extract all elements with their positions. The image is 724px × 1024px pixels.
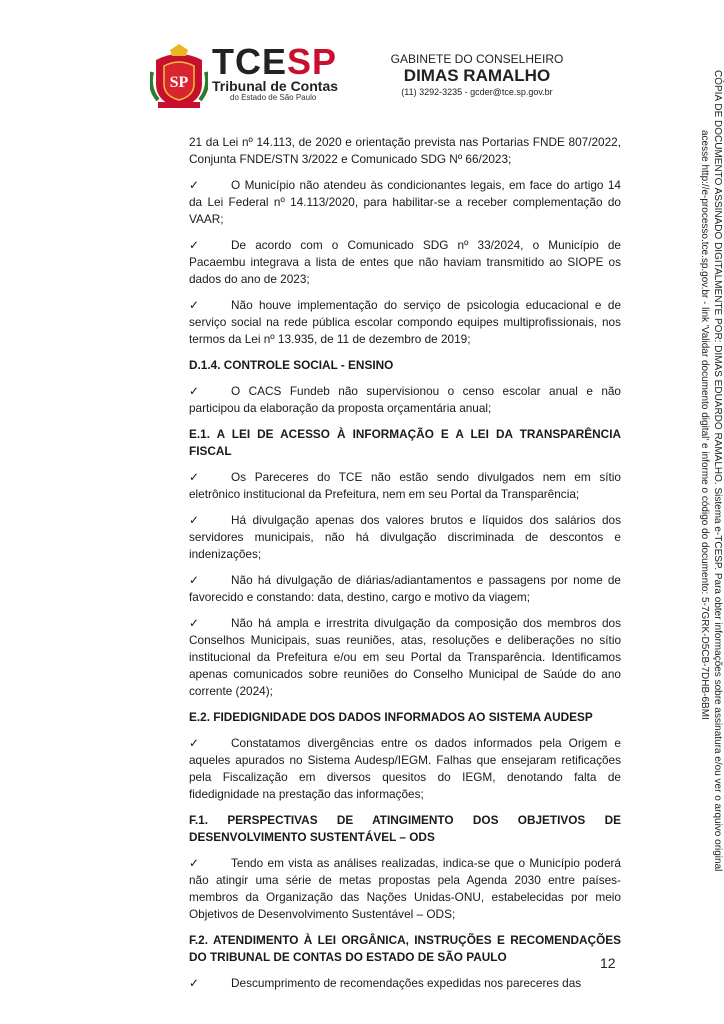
office-contact: (11) 3292-3235 - gcder@tce.sp.gov.br: [401, 87, 553, 97]
check-icon: ✓: [189, 238, 199, 252]
page-number: 12: [600, 955, 616, 971]
paragraph: ✓ Constatamos divergências entre os dados informados pela Origem e aqueles apurados no Sistema Audesp/IEGM. Falhas que ensejaram retificações pela Fiscalização em diversos quesitos do IEGM, denotando falta de fidedignidade na prestação das informações;: [189, 736, 621, 801]
section-heading: F.1. PERSPECTIVAS DE ATINGIMENTO DOS OBJETIVOS DE DESENVOLVIMENTO SUSTENTÁVEL – ODS: [189, 813, 621, 844]
logo-subtitle: Tribunal de Contas: [212, 78, 339, 94]
councillor-name: DIMAS RAMALHO: [403, 66, 551, 85]
paragraph: ✓ Descumprimento de recomendações expedidas nos pareceres das: [189, 976, 582, 990]
check-icon: ✓: [189, 616, 199, 630]
logo-subtitle-2: do Estado de São Paulo: [230, 93, 317, 102]
check-icon: ✓: [189, 470, 199, 484]
check-icon: ✓: [189, 178, 199, 192]
check-icon: ✓: [189, 856, 199, 870]
section-heading: E.1. A LEI DE ACESSO À INFORMAÇÃO E A LEI DA TRANSPARÊNCIA FISCAL: [189, 427, 621, 458]
signature-line-1: CÓPIA DE DOCUMENTO ASSINADO DIGITALMENTE POR: DIMAS EDUARDO RAMALHO. Sistema e-TCESP. Para obter informações sobre assinatura e/ou ver o arquivo original: [712, 70, 723, 872]
check-icon: ✓: [189, 573, 199, 587]
page-header: [0, 0, 724, 120]
paragraph: ✓ Não há divulgação de diárias/adiantamentos e passagens por nome de favorecido e constando: data, destino, cargo e motivo da viagem;: [189, 573, 621, 604]
paragraph: ✓ Os Pareceres do TCE não estão sendo divulgados nem em sítio eletrônico institucional da Prefeitura, nem em seu Portal da Transparência;: [189, 470, 621, 501]
digital-signature-notice: [690, 70, 724, 950]
check-icon: ✓: [189, 298, 199, 312]
paragraph: ✓ Há divulgação apenas dos valores brutos e líquidos dos salários dos servidores municipais, não há divulgação discriminada de descontos e indenizações;: [189, 513, 621, 561]
section-heading: E.2. FIDEDIGNIDADE DOS DADOS INFORMADOS AO SISTEMA AUDESP: [189, 710, 593, 724]
paragraph: ✓ Tendo em vista as análises realizadas, indica-se que o Município poderá não atingir uma série de metas propostas pela Agenda 2030 entre países-membros da Organização das Nações Unidas-ONU, estabelecidas por meio Objetivos de Desenvolvimento Sustentável – ODS;: [189, 856, 621, 921]
sao-paulo-coat-of-arms-icon: [150, 44, 208, 110]
paragraph: ✓ Não houve implementação do serviço de psicologia educacional e de serviço social na rede pública escolar compondo equipes multiprofissionais, nos termos da Lei nº 13.935, de 11 de dezembro de 2019;: [189, 298, 621, 346]
section-heading: F.2. ATENDIMENTO À LEI ORGÂNICA, INSTRUÇÕES E RECOMENDAÇÕES DO TRIBUNAL DE CONTAS DO ESTADO DE SÃO PAULO: [189, 933, 621, 964]
check-icon: ✓: [189, 736, 199, 750]
section-heading: D.1.4. CONTROLE SOCIAL - ENSINO: [189, 358, 394, 372]
svg-text:SP: SP: [169, 74, 189, 91]
paragraph: 21 da Lei nº 14.113, de 2020 e orientação prevista nas Portarias FNDE 807/2022, Conjunta FNDE/STN 3/2022 e Comunicado SDG Nº 66/2023;: [189, 135, 621, 166]
logo-brand: TCESP: [212, 41, 338, 82]
tcesp-logo: [212, 41, 352, 103]
paragraph: ✓ De acordo com o Comunicado SDG nº 33/2024, o Município de Pacaembu integrava a lista de entes que não haviam transmitido ao SIOPE os dados do ano de 2023;: [189, 238, 621, 286]
paragraph: ✓ Não há ampla e irrestrita divulgação da composição dos membros dos Conselhos Municipais, suas reuniões, atas, resoluções e deliberações no sítio institucional da Prefeitura e/ou em seu Portal da Transparência. Identificamos apenas comunicados sobre reuniões do Conselho Municipal de Saúde do ano corrente (2024);: [189, 616, 621, 698]
office-title: GABINETE DO CONSELHEIRO: [390, 52, 564, 66]
office-block: [384, 52, 570, 98]
check-icon: ✓: [189, 384, 199, 398]
check-icon: ✓: [189, 513, 199, 527]
paragraph: ✓ O Município não atendeu às condicionantes legais, em face do artigo 14 da Lei Federal nº 14.113/2020, para habilitar-se a receber complementação do VAAR;: [189, 178, 621, 226]
document-body: [189, 134, 621, 1001]
paragraph: ✓ O CACS Fundeb não supervisionou o censo escolar anual e não participou da elaboração da proposta orçamentária anual;: [189, 384, 621, 415]
signature-line-2: acesse http://e-processo.tce.sp.gov.br - link 'Validar documento digital' e informe o código do documento: 5-7GRK-D5CB-7DHB-6BMI: [699, 130, 710, 720]
check-icon: ✓: [189, 976, 199, 990]
